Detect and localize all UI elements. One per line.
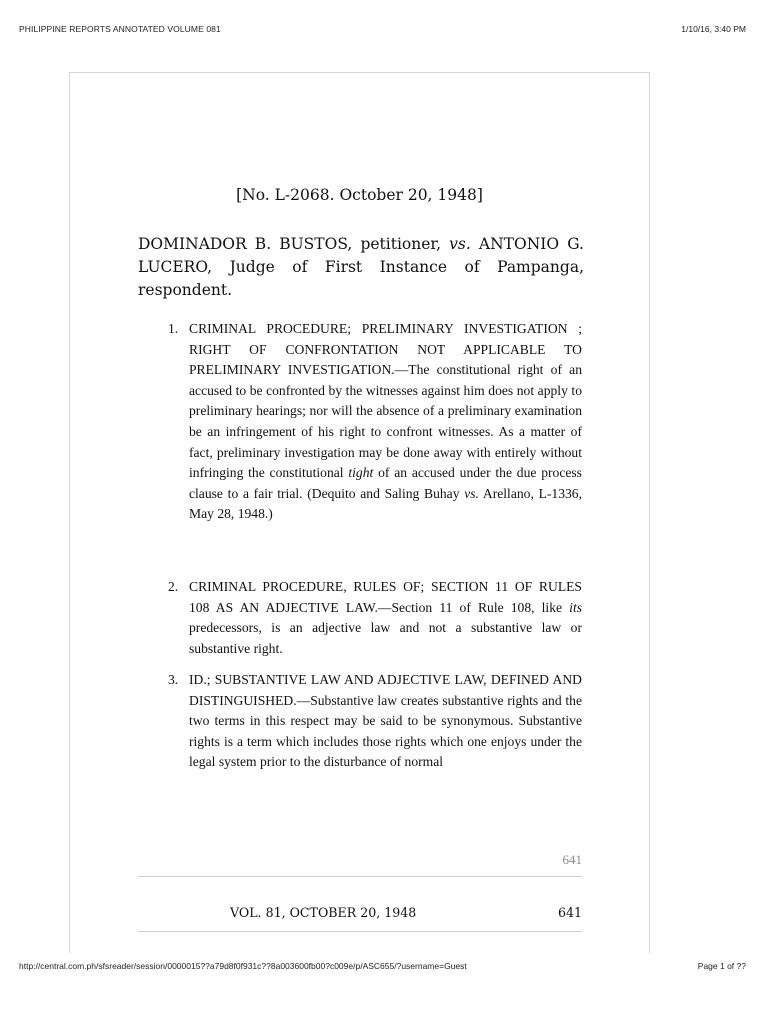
- syllabus-text: CRIMINAL PROCEDURE; PRELIMINARY INVESTIGATION ; RIGHT OF CONFRONTATION NOT APPLICABLE TO PRELIMINARY INVESTIGATION.—The constitutional right of an accused to be confronted by the witnesses against him does not apply to preliminary hearings; nor will the absence of a preliminary examination be an infringement of his right to confront witnesses. As a matter of fact, preliminary investigation may be done away with entirely without infringing the constitutional: [189, 321, 582, 481]
- print-title: PHILIPPINE REPORTS ANNOTATED VOLUME 081: [19, 24, 221, 34]
- syllabus-text: Arellano, L-1336, May 28, 1948.): [189, 485, 582, 522]
- syllabus-text: ID.; SUBSTANTIVE LAW AND ADJECTIVE LAW, DEFINED AND DISTINGUISHED.—Substantive law creates substantive rights and the two terms in this respect may be said to be synonymous. Substantive rights is a term which includes those rights which one enjoys under the legal system prior to the disturbance of normal: [189, 672, 582, 770]
- syllabus-emphasis: its: [569, 599, 583, 615]
- case-parties: [138, 233, 584, 302]
- page-number: 641: [562, 852, 582, 867]
- versus-text: vs.: [449, 235, 471, 253]
- syllabus-emphasis: tight: [348, 465, 374, 481]
- divider: [138, 931, 582, 932]
- syllabus-item: [168, 670, 582, 773]
- syllabus-item: [168, 319, 582, 577]
- print-datetime: 1/10/16, 3:40 PM: [681, 24, 746, 34]
- syllabus-item-number: 3.: [168, 672, 179, 687]
- syllabus: [168, 319, 582, 773]
- syllabus-item-number: 2.: [168, 579, 179, 594]
- syllabus-text: predecessors, is an adjective law and not a substantive law or substantive right.: [189, 620, 582, 656]
- document-body: [70, 73, 649, 953]
- source-url: http://central.com.ph/sfsreader/session/0000015??a79d8f0f931c??8a003600fb00?c009e/p/ASC655/?username=Guest: [19, 961, 467, 971]
- document-page: [69, 72, 650, 953]
- print-footer: [0, 955, 768, 985]
- syllabus-item-number: 1.: [168, 321, 179, 336]
- running-page-number: 641: [557, 905, 582, 920]
- print-header: [0, 0, 768, 56]
- running-head: VOL. 81, OCTOBER 20, 1948: [230, 905, 417, 920]
- syllabus-emphasis: vs.: [464, 485, 479, 501]
- syllabus-item: [168, 577, 582, 670]
- respondent-text: ANTONIO G. LUCERO, Judge of First Instance of Pampanga, respondent.: [138, 235, 584, 299]
- print-page-count: Page 1 of ??: [697, 961, 746, 971]
- petitioner-text: DOMINADOR B. BUSTOS, petitioner,: [138, 235, 442, 253]
- case-number: [No. L-2068. October 20, 1948]: [236, 186, 483, 204]
- syllabus-text: CRIMINAL PROCEDURE, RULES OF; SECTION 11 OF RULES 108 AS AN ADJECTIVE LAW.—Section 11 of Rule 108, like: [189, 579, 582, 615]
- divider: [138, 876, 582, 877]
- syllabus-text: of an accused under the due process clause to a fair trial. (Dequito and Saling Buhay: [189, 465, 582, 501]
